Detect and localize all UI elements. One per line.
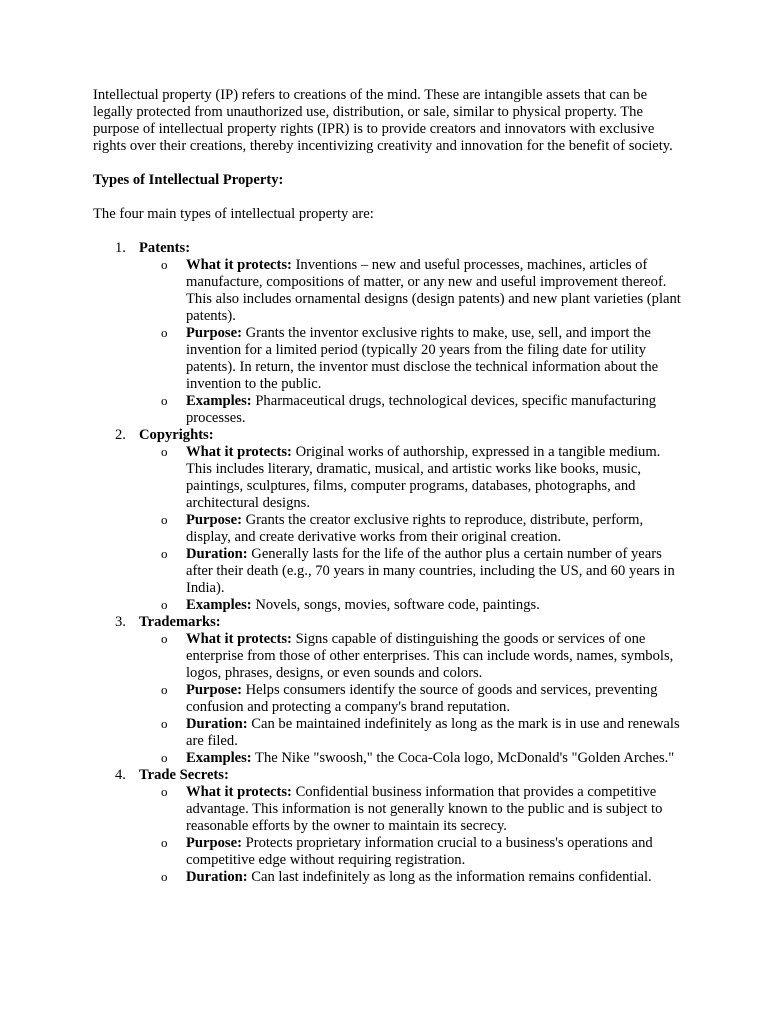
detail-label: Duration: bbox=[186, 546, 248, 562]
ip-type-details-list bbox=[139, 444, 683, 614]
detail-label: Purpose: bbox=[186, 512, 242, 528]
detail-text: Confidential business information that provides a competitive advantage. This information is not generally known to the public and is subject to reasonable efforts by the owner to maintain its secrecy. bbox=[186, 784, 663, 834]
detail-item bbox=[139, 512, 683, 546]
detail-text: Pharmaceutical drugs, technological devices, specific manufacturing processes. bbox=[186, 393, 657, 426]
detail-text: Grants the inventor exclusive rights to make, use, sell, and import the invention for a limited period (typically 20 years from the filing date for utility patents). In return, the inventor must disclose the technical information about the invention to the public. bbox=[186, 325, 659, 392]
detail-item bbox=[139, 631, 683, 682]
detail-label: Purpose: bbox=[186, 835, 242, 851]
detail-text: Protects proprietary information crucial to a business's operations and competitive edge without requiring registration. bbox=[186, 835, 653, 868]
detail-item bbox=[139, 393, 683, 427]
detail-item bbox=[139, 784, 683, 835]
circle-bullet-icon: o bbox=[161, 869, 168, 884]
ip-type-item bbox=[93, 614, 683, 767]
detail-label: Examples: bbox=[186, 750, 252, 766]
detail-label: Duration: bbox=[186, 716, 248, 732]
list-number: 2. bbox=[115, 427, 126, 443]
detail-item bbox=[139, 444, 683, 512]
detail-text: Grants the creator exclusive rights to reproduce, distribute, perform, display, and create derivative works from their original creation. bbox=[186, 512, 644, 545]
circle-bullet-icon: o bbox=[161, 835, 168, 850]
ip-type-details-list bbox=[139, 631, 683, 767]
detail-text: Inventions – new and useful processes, machines, articles of manufacture, compositions of matter, or any new and useful improvement thereof. This also includes ornamental designs (design patents) and new plant varieties (plant patents). bbox=[186, 257, 681, 324]
detail-text: The Nike "swoosh," the Coca-Cola logo, McDonald's "Golden Arches." bbox=[251, 750, 675, 766]
detail-label: What it protects: bbox=[186, 444, 292, 460]
circle-bullet-icon: o bbox=[161, 682, 168, 697]
ip-type-details-list bbox=[139, 784, 683, 886]
detail-label: What it protects: bbox=[186, 257, 292, 273]
circle-bullet-icon: o bbox=[161, 444, 168, 459]
detail-label: What it protects: bbox=[186, 631, 292, 647]
detail-label: Purpose: bbox=[186, 682, 242, 698]
ip-type-title: Trade Secrets: bbox=[139, 767, 229, 783]
circle-bullet-icon: o bbox=[161, 750, 168, 765]
detail-item bbox=[139, 716, 683, 750]
circle-bullet-icon: o bbox=[161, 257, 168, 272]
circle-bullet-icon: o bbox=[161, 784, 168, 799]
ip-type-item bbox=[93, 240, 683, 427]
lead-sentence: The four main types of intellectual property are: bbox=[93, 206, 374, 222]
detail-item bbox=[139, 750, 683, 767]
ip-type-item bbox=[93, 767, 683, 886]
detail-label: Duration: bbox=[186, 869, 248, 885]
detail-label: Examples: bbox=[186, 597, 252, 613]
detail-label: Purpose: bbox=[186, 325, 242, 341]
circle-bullet-icon: o bbox=[161, 597, 168, 612]
detail-text: Novels, songs, movies, software code, paintings. bbox=[251, 597, 540, 613]
detail-item bbox=[139, 869, 683, 886]
circle-bullet-icon: o bbox=[161, 546, 168, 561]
list-number: 4. bbox=[115, 767, 126, 783]
detail-item bbox=[139, 597, 683, 614]
ip-type-details-list bbox=[139, 257, 683, 427]
detail-label: Examples: bbox=[186, 393, 252, 409]
detail-item bbox=[139, 546, 683, 597]
list-number: 3. bbox=[115, 614, 126, 630]
circle-bullet-icon: o bbox=[161, 716, 168, 731]
detail-item bbox=[139, 325, 683, 393]
detail-item bbox=[139, 257, 683, 325]
detail-item bbox=[139, 682, 683, 716]
ip-type-item bbox=[93, 427, 683, 614]
ip-types-list bbox=[93, 240, 683, 886]
ip-type-title: Patents: bbox=[139, 240, 191, 256]
detail-label: What it protects: bbox=[186, 784, 292, 800]
list-number: 1. bbox=[115, 240, 126, 256]
document-page bbox=[93, 87, 683, 886]
detail-text: Signs capable of distinguishing the goods or services of one enterprise from those of other enterprises. This can include words, names, symbols, logos, phrases, designs, or even sounds and colors. bbox=[186, 631, 674, 681]
detail-text: Can last indefinitely as long as the information remains confidential. bbox=[247, 869, 652, 885]
detail-text: Original works of authorship, expressed in a tangible medium. This includes literary, dramatic, musical, and artistic works like books, music, paintings, sculptures, films, computer programs, databases, photographs, and architectural designs. bbox=[186, 444, 661, 511]
circle-bullet-icon: o bbox=[161, 325, 168, 340]
section-heading: Types of Intellectual Property: bbox=[93, 172, 284, 188]
detail-text: Can be maintained indefinitely as long as the mark is in use and renewals are filed. bbox=[186, 716, 680, 749]
detail-text: Helps consumers identify the source of goods and services, preventing confusion and protecting a company's brand reputation. bbox=[186, 682, 658, 715]
circle-bullet-icon: o bbox=[161, 631, 168, 646]
intro-paragraph: Intellectual property (IP) refers to creations of the mind. These are intangible assets that can be legally protected from unauthorized use, distribution, or sale, similar to physical property. The purpose of intellectual property rights (IPR) is to provide creators and innovators with exclusive rights over their creations, thereby incentivizing creativity and innovation for the benefit of society. bbox=[93, 87, 673, 154]
circle-bullet-icon: o bbox=[161, 393, 168, 408]
circle-bullet-icon: o bbox=[161, 512, 168, 527]
detail-item bbox=[139, 835, 683, 869]
ip-type-title: Copyrights: bbox=[139, 427, 214, 443]
detail-text: Generally lasts for the life of the author plus a certain number of years after their death (e.g., 70 years in many countries, including the US, and 60 years in India). bbox=[186, 546, 675, 596]
ip-type-title: Trademarks: bbox=[139, 614, 221, 630]
